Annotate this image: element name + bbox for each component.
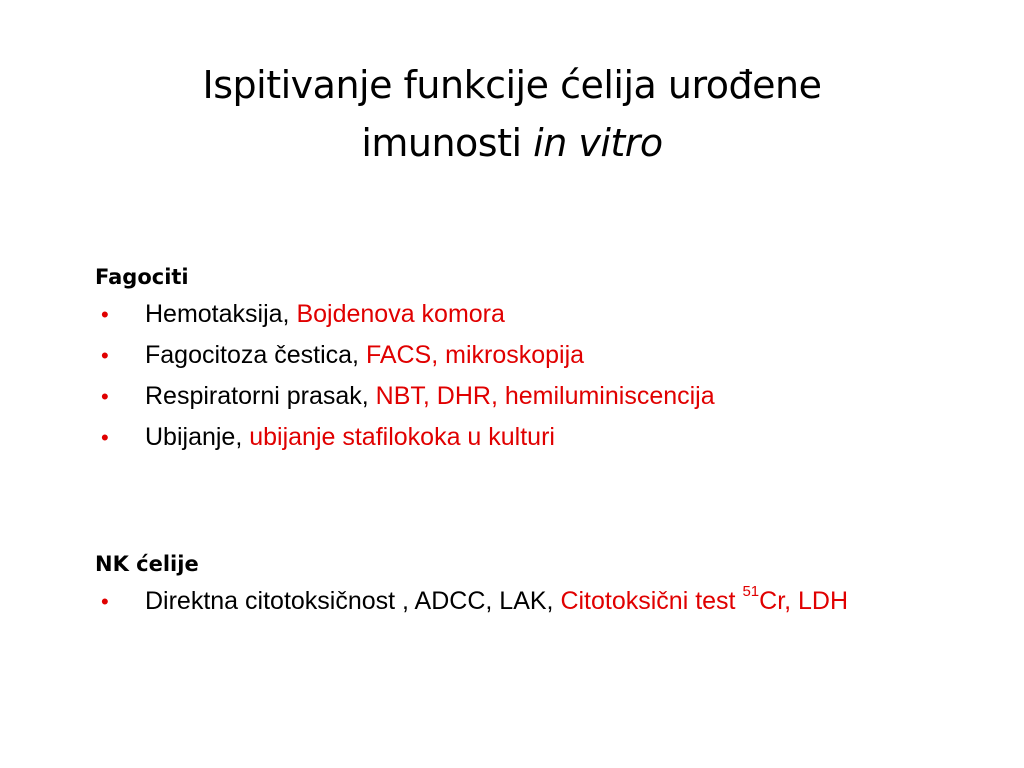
bullet-icon: • — [101, 302, 109, 327]
bullet-list — [95, 581, 975, 622]
section-heading: Fagociti — [95, 265, 189, 289]
isotope-superscript: 51 — [742, 582, 760, 600]
item-method: ubijanje stafilokoka u kulturi — [249, 423, 555, 451]
title-line-2 — [0, 114, 1024, 172]
item-method: Bojdenova komora — [296, 300, 505, 328]
bullet-icon: • — [101, 589, 109, 614]
item-text: Direktna citotoksičnost , ADCC, LAK, — [145, 587, 561, 615]
list-item — [95, 335, 975, 376]
item-method: FACS, mikroskopija — [365, 341, 585, 369]
section-fagociti — [95, 262, 975, 458]
list-item — [95, 581, 975, 622]
slide-title — [0, 56, 1024, 172]
bullet-icon: • — [101, 343, 109, 368]
title-line-2-plain: imunosti — [361, 121, 534, 165]
item-text: Respiratorni prasak, — [145, 382, 376, 410]
bullet-icon: • — [101, 384, 109, 409]
item-method: NBT, DHR, hemiluminiscencija — [375, 382, 715, 410]
item-method-tail: Cr, LDH — [759, 587, 849, 615]
title-line-2-italic: in vitro — [533, 121, 663, 165]
item-text: Hemotaksija, — [145, 300, 297, 328]
item-text: Fagocitoza čestica, — [145, 341, 366, 369]
list-item — [95, 376, 975, 417]
bullet-icon: • — [101, 425, 109, 450]
section-heading: NK ćelije — [95, 552, 199, 576]
section-nk-celije — [95, 549, 975, 622]
title-line-1: Ispitivanje funkcije ćelija urođene — [202, 63, 822, 107]
bullet-list — [95, 294, 975, 458]
item-text: Ubijanje, — [145, 423, 250, 451]
item-method: Citotoksični test — [560, 587, 743, 615]
list-item — [95, 294, 975, 335]
list-item — [95, 417, 975, 458]
